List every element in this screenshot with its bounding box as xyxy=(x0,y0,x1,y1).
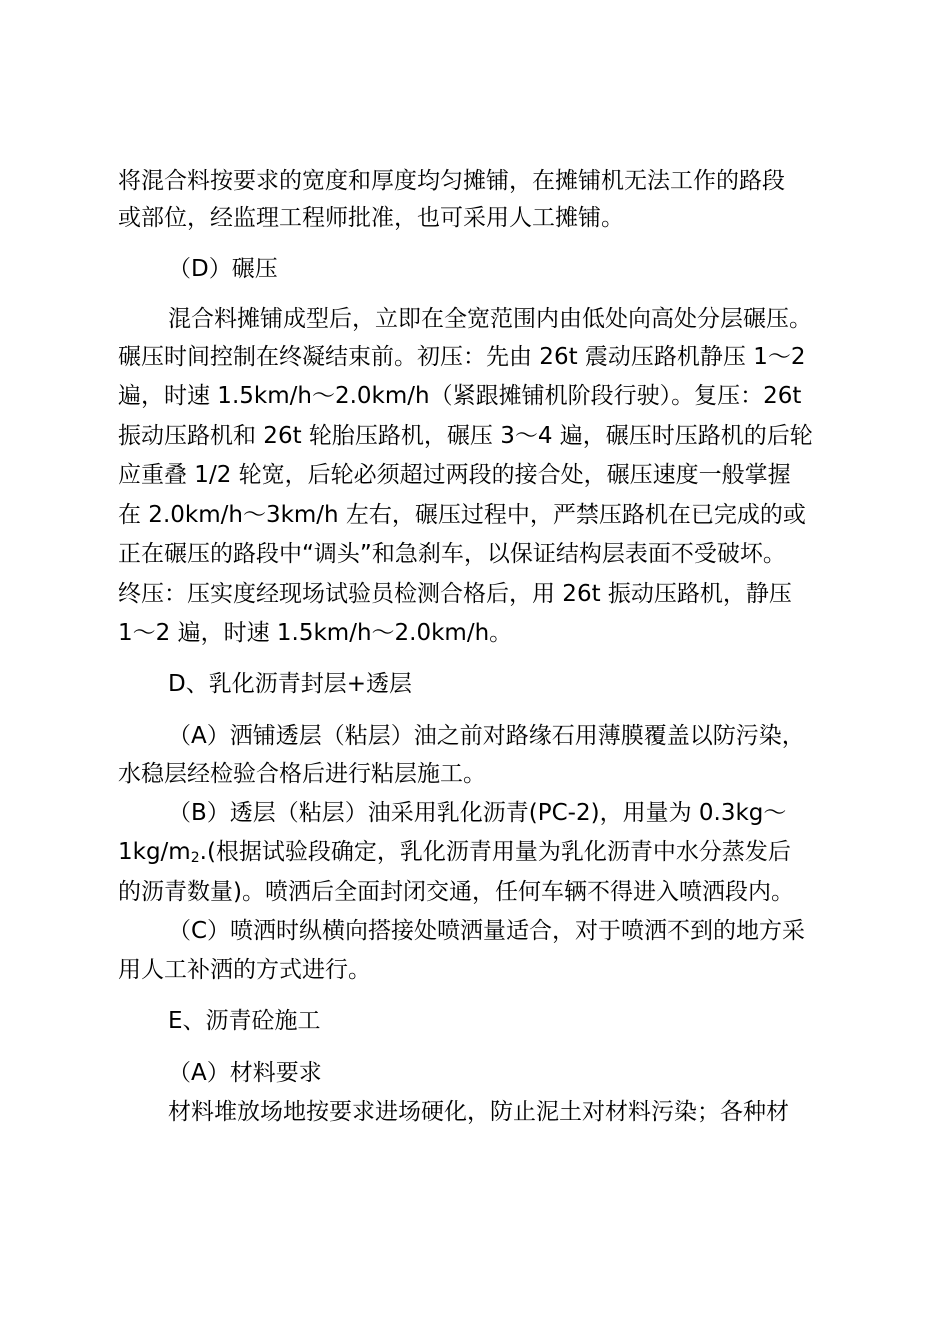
paragraph-line: 应重叠 1/2 轮宽，后轮必须超过两段的接合处，碾压速度一般掌握 xyxy=(118,462,791,488)
paragraph-line: （C）喷洒时纵横向搭接处喷洒量适合，对于喷洒不到的地方采 xyxy=(168,918,806,944)
paragraph-line: 用人工补洒的方式进行。 xyxy=(118,957,371,983)
paragraph-line: 混合料摊铺成型后，立即在全宽范围内由低处向高处分层碾压。 xyxy=(168,306,812,332)
unit-text: 1kg/m xyxy=(118,839,191,865)
paragraph-line: 水稳层经检验合格后进行粘层施工。 xyxy=(118,761,486,787)
section-heading: D、乳化沥青封层+透层 xyxy=(168,671,412,697)
paragraph-line: 材料堆放场地按要求进场硬化，防止泥土对材料污染；各种材 xyxy=(168,1099,789,1125)
paragraph-line: （B）透层（粘层）油采用乳化沥青(PC-2)，用量为 0.3kg～ xyxy=(168,800,787,826)
paragraph-line-rest: .(根据试验段确定，乳化沥青用量为乳化沥青中水分蒸发后 xyxy=(199,839,791,865)
paragraph-line: 碾压时间控制在终凝结束前。初压：先由 26t 震动压路机静压 1～2 xyxy=(118,344,806,370)
paragraph-line xyxy=(118,837,791,867)
paragraph-line: （A）洒铺透层（粘层）油之前对路缘石用薄膜覆盖以防污染， xyxy=(168,723,805,749)
paragraph-line: 1～2 遍，时速 1.5km/h～2.0km/h。 xyxy=(118,620,513,646)
paragraph-line: 振动压路机和 26t 轮胎压路机，碾压 3～4 遍，碾压时压路机的后轮 xyxy=(118,423,813,449)
paragraph-line: 或部位，经监理工程师批准，也可采用人工摊铺。 xyxy=(118,205,624,231)
paragraph-line: 将混合料按要求的宽度和厚度均匀摊铺，在摊铺机无法工作的路段 xyxy=(118,168,785,194)
section-heading: （A）材料要求 xyxy=(168,1060,322,1086)
subscript-two: 2 xyxy=(190,850,200,866)
section-heading: （D）碾压 xyxy=(168,256,278,282)
paragraph-line: 在 2.0km/h～3km/h 左右，碾压过程中，严禁压路机在已完成的或 xyxy=(118,502,806,528)
paragraph-line: 的沥青数量)。喷洒后全面封闭交通，任何车辆不得进入喷洒段内。 xyxy=(118,879,794,905)
paragraph-line: 正在碾压的路段中“调头”和急刹车，以保证结构层表面不受破坏。 xyxy=(118,541,786,567)
section-heading: E、沥青砼施工 xyxy=(168,1008,321,1034)
paragraph-line: 遍，时速 1.5km/h～2.0km/h（紧跟摊铺机阶段行驶）。复压：26t xyxy=(118,383,802,409)
paragraph-line: 终压：压实度经现场试验员检测合格后，用 26t 振动压路机，静压 xyxy=(118,581,792,607)
